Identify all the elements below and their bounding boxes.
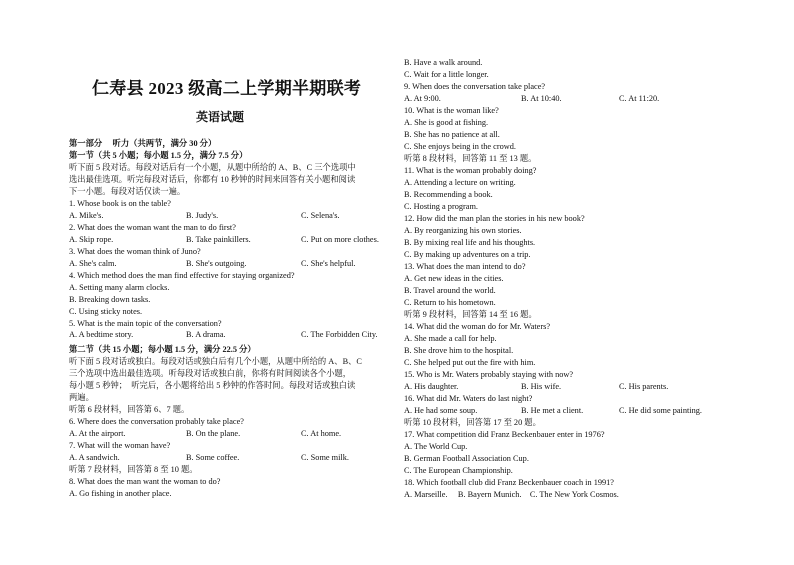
question-line: 15. Who is Mr. Waters probably staying with now? [404, 370, 574, 379]
section2-instruction-line: 每小题 5 秒钟； 听完后，各小题将给出 5 秒钟的作答时间。每段对话或独白读 [69, 381, 356, 390]
exam-title: 仁寿县 2023 级高二上学期半期联考 [92, 79, 362, 98]
section1-instruction-line: 下一小题。每段对话仅读一遍。 [69, 187, 186, 196]
question-line: 听第 7 段材料，回答第 8 至 10 题。 [69, 465, 198, 474]
question-line: 9. When does the conversation take place? [404, 82, 546, 91]
answer-option: C. Some milk. [301, 453, 349, 462]
answer-option: C. She's helpful. [301, 258, 356, 268]
section2-instruction-line: 三个选项中选出最佳选项。听每段对话或独白前，你将有时间阅读各个小题， [69, 369, 352, 378]
answer-option: C. He did some painting. [619, 406, 702, 415]
question-line: 4. Which method does the man find effective for staying organized? [69, 270, 295, 280]
question-line: 听第 10 段材料，回答第 17 至 20 题。 [404, 418, 541, 427]
question-line: C. She enjoys being in the crowd. [404, 142, 516, 151]
answer-option: C. His parents. [619, 382, 669, 391]
question-line: A. She is good at fishing. [404, 118, 489, 127]
question-line: B. She drove him to the hospital. [404, 346, 514, 355]
question-line: 16. What did Mr. Waters do last night? [404, 394, 533, 403]
question-line: C. She helped put out the fire with him. [404, 358, 536, 367]
question-line: 2. What does the woman want the man to do first? [69, 222, 236, 232]
section2-instruction-line: 听下面 5 段对话或独白。每段对话或独白后有几个小题，从题中所给的 A、B、C [69, 357, 362, 366]
question-line: A. By reorganizing his own stories. [404, 226, 522, 235]
answer-option: C. At home. [301, 429, 342, 438]
question-line: 14. What did the woman do for Mr. Waters? [404, 322, 551, 331]
question-line: B. Travel around the world. [404, 286, 496, 295]
question-line: 10. What is the woman like? [404, 106, 499, 115]
answer-option: C. Selena's. [301, 210, 340, 220]
answer-option: A. Skip rope. [69, 234, 114, 244]
question-line: C. Hosting a program. [404, 202, 478, 211]
question-line: A. Get new ideas in the cities. [404, 274, 504, 283]
answer-option: B. He met a client. [521, 406, 584, 415]
section2-instruction-line: 两遍。 [69, 393, 94, 402]
answer-option: A. A sandwich. [69, 453, 120, 462]
question-line: B. Recommending a book. [404, 190, 493, 199]
answer-option: B. Some coffee. [186, 453, 240, 462]
question-line: 17. What competition did Franz Beckenbauer enter in 1976? [404, 430, 605, 439]
question-line: 7. What will the woman have? [69, 441, 171, 450]
question-line: B. German Football Association Cup. [404, 454, 529, 463]
answer-option: B. Take painkillers. [186, 234, 251, 244]
answer-option: B. Judy's. [186, 210, 219, 220]
answer-option: A. At 9:00. [404, 94, 441, 103]
section1-instruction-line: 选出最佳选项。听完每段对话后，你都有 10 秒钟的时间来回答有关小题和阅读 [69, 175, 356, 184]
answer-option: B. At 10:40. [521, 94, 562, 103]
section1-heading: 第一节（共 5 小题；每小题 1.5 分，满分 7.5 分） [69, 151, 248, 160]
question-line: A. She made a call for help. [404, 334, 497, 343]
exam-subtitle: 英语试题 [196, 110, 245, 124]
question-line: A. The World Cup. [404, 442, 468, 451]
answer-option: A. At the airport. [69, 429, 126, 438]
answer-option: A. A bedtime story. [69, 330, 134, 340]
question-line: A. Go fishing in another place. [69, 489, 172, 498]
question-line: B. By mixing real life and his thoughts. [404, 238, 536, 247]
section2-heading: 第二节（共 15 小题；每小题 1.5 分，满分 22.5 分） [69, 345, 256, 354]
section1-instruction-line: 听下面 5 段对话。每段对话后有一个小题，从题中所给的 A、B、C 三个选项中 [69, 163, 356, 172]
answer-option: A. He had some soup. [404, 406, 478, 415]
question-line: 13. What does the man intend to do? [404, 262, 526, 271]
question-line: A. Marseille. B. Bayern Munich. C. The New York Cosmos. [404, 490, 619, 499]
question-line: 听第 8 段材料，回答第 11 至 13 题。 [404, 154, 537, 163]
answer-option: B. On the plane. [186, 429, 241, 438]
question-line: 3. What does the woman think of Juno? [69, 246, 201, 256]
question-line: 8. What does the man want the woman to do? [69, 477, 221, 486]
part1-heading: 第一部分 听力（共两节，满分 30 分） [69, 139, 217, 148]
question-line: B. She has no patience at all. [404, 130, 500, 139]
question-line: 1. Whose book is on the table? [69, 199, 171, 208]
question-line: C. The European Championship. [404, 466, 513, 475]
answer-option: C. At 11:20. [619, 94, 660, 103]
answer-option: C. The Forbidden City. [301, 330, 378, 340]
question-line: B. Have a walk around. [404, 58, 483, 67]
question-line: C. By making up adventures on a trip. [404, 250, 531, 259]
question-line: 11. What is the woman probably doing? [404, 166, 537, 175]
answer-option: A. His daughter. [404, 382, 459, 391]
question-line: B. Breaking down tasks. [69, 294, 151, 304]
question-line: 18. Which football club did Franz Beckenbauer coach in 1991? [404, 478, 614, 487]
answer-option: A. Mike's. [69, 210, 104, 220]
answer-option: C. Put on more clothes. [301, 234, 379, 244]
question-line: 6. Where does the conversation probably take place? [69, 417, 244, 426]
answer-option: B. She's outgoing. [186, 258, 247, 268]
question-line: 5. What is the main topic of the conversation? [69, 318, 222, 328]
question-line: A. Setting many alarm clocks. [69, 282, 170, 292]
question-line: 12. How did the man plan the stories in his new book? [404, 214, 585, 223]
answer-option: A. She's calm. [69, 258, 117, 268]
question-line: 听第 6 段材料，回答第 6、7 题。 [69, 405, 190, 414]
question-line: C. Return to his hometown. [404, 298, 496, 307]
question-line: C. Using sticky notes. [69, 306, 143, 316]
question-line: A. Attending a lecture on writing. [404, 178, 516, 187]
answer-option: B. His wife. [521, 382, 562, 391]
question-line: C. Wait for a little longer. [404, 70, 489, 79]
answer-option: B. A drama. [186, 330, 226, 340]
question-line: 听第 9 段材料，回答第 14 至 16 题。 [404, 310, 537, 319]
